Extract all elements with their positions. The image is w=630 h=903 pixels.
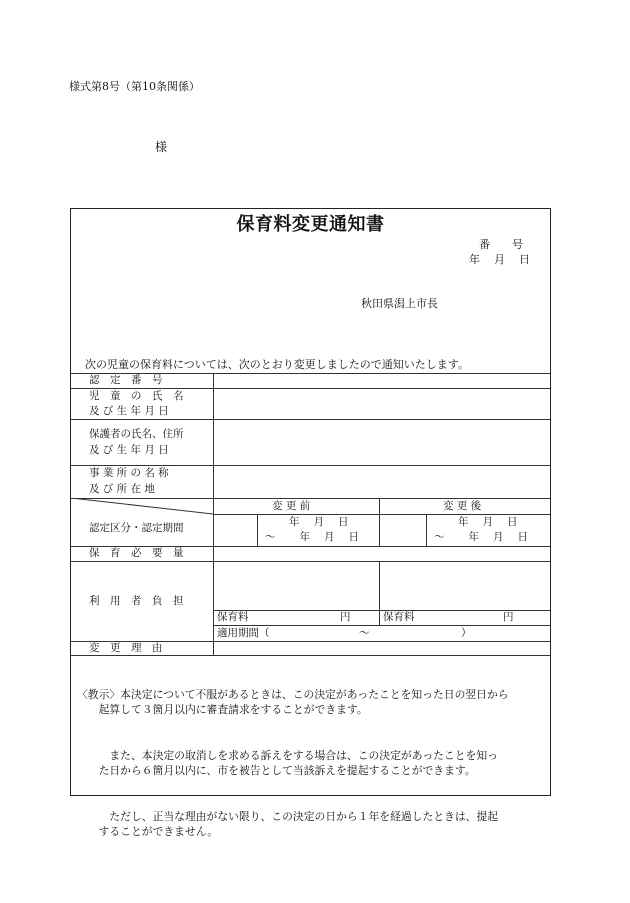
recipient-suffix: 様 xyxy=(155,140,168,154)
after-end-year-label: 年 xyxy=(468,531,479,543)
before-end-day-label: 日 xyxy=(348,531,359,543)
office-name-label: 事 業 所 の 名 称 xyxy=(89,467,169,479)
form-number-label: 様式第8号（第10条関係） xyxy=(69,80,200,93)
office-address-label: 及 び 所 在 地 xyxy=(89,483,155,495)
before-column-header: 変 更 前 xyxy=(272,500,311,512)
row-divider xyxy=(71,419,550,420)
column-divider xyxy=(379,498,380,546)
care-need-label: 保 育 必 要 量 xyxy=(89,547,184,559)
page-title: 保育料変更通知書 xyxy=(236,214,385,235)
notice-form xyxy=(70,208,551,839)
before-end-year-label: 年 xyxy=(299,531,310,543)
after-start-month-label: 月 xyxy=(482,516,493,528)
after-end-month-label: 月 xyxy=(493,531,504,543)
after-start-date xyxy=(458,516,518,529)
before-end-date xyxy=(265,531,359,544)
before-fee-unit: 円 xyxy=(340,611,351,623)
diagonal-slash xyxy=(71,498,214,515)
burden-label: 利 用 者 負 担 xyxy=(89,595,184,607)
issue-month-label: 月 xyxy=(494,253,505,266)
after-column-header: 変 更 後 xyxy=(443,500,482,512)
document-number-label xyxy=(479,236,523,252)
column-divider xyxy=(379,561,380,625)
number-label-go: 号 xyxy=(512,238,523,251)
child-birth-label: 及 び 生 年 月 日 xyxy=(89,405,169,417)
after-start-year-label: 年 xyxy=(458,516,469,528)
after-end-day-label: 日 xyxy=(517,531,528,543)
before-end-month-label: 月 xyxy=(324,531,335,543)
row-divider xyxy=(213,625,550,626)
applicable-period-close: ） xyxy=(461,627,472,639)
row-divider xyxy=(213,610,550,611)
cert-period-label: 認定区分・認定期間 xyxy=(89,522,184,534)
notice-paragraph-3: ただし、正当な理由がない限り、この決定の日から１年を経過したときは、提起 することができません。 xyxy=(98,809,499,839)
before-start-month-label: 月 xyxy=(313,516,324,528)
column-divider xyxy=(426,514,427,546)
row-divider xyxy=(213,514,550,515)
applicable-period-tilde: ～ xyxy=(359,627,370,639)
notice-paragraph-1: 〈教示〉本決定について不服があるときは、この決定があったことを知った日の翌日から 起算して３箇月以内に審査請求をすることができます。 xyxy=(77,687,509,716)
before-fee-label: 保育料 xyxy=(217,611,249,623)
issue-date-label xyxy=(469,251,530,267)
row-divider xyxy=(71,388,550,389)
notice-paragraph-2: また、本決定の取消しを求める訴えをする場合は、この決定があったことを知っ た日から６箇月以内に、市を被告として当該訴えを提起することができます。 xyxy=(98,748,498,778)
row-divider xyxy=(71,465,550,466)
issue-year-label: 年 xyxy=(469,253,480,266)
issuer-name: 秋田県潟上市長 xyxy=(361,297,438,310)
guardian-name-label: 保護者の氏名、住所 xyxy=(89,428,184,440)
before-start-year-label: 年 xyxy=(289,516,300,528)
intro-text: 次の児童の保育料については、次のとおり変更しましたので通知いたします。 xyxy=(85,358,469,371)
after-end-date xyxy=(434,531,528,544)
applicable-period-label: 適用期間（ xyxy=(217,627,270,639)
before-period-tilde: ～ xyxy=(265,531,276,543)
after-period-tilde: ～ xyxy=(434,531,445,543)
column-divider xyxy=(257,514,258,546)
before-start-day-label: 日 xyxy=(338,516,349,528)
before-start-date xyxy=(289,516,349,529)
instruction-notice xyxy=(77,656,509,870)
after-start-day-label: 日 xyxy=(507,516,518,528)
child-name-label: 児 童 の 氏 名 xyxy=(89,390,184,402)
number-label-ban: 番 xyxy=(479,238,490,251)
row-divider xyxy=(71,561,550,562)
after-fee-label: 保育料 xyxy=(383,611,415,623)
issue-day-label: 日 xyxy=(519,253,530,266)
after-fee-unit: 円 xyxy=(503,611,514,623)
reason-label: 変 更 理 由 xyxy=(89,642,163,654)
cert-number-label: 認 定 番 号 xyxy=(89,374,163,386)
guardian-birth-label: 及 び 生 年 月 日 xyxy=(89,444,169,456)
